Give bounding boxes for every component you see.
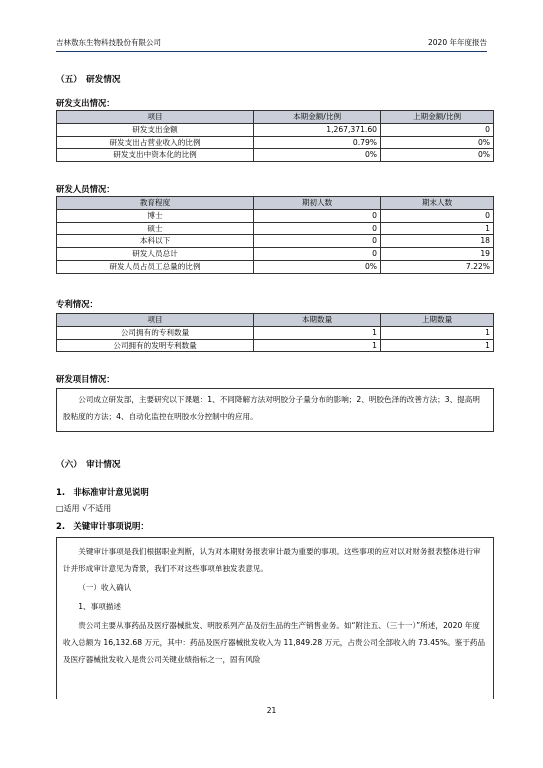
cell: 0% [381, 149, 494, 162]
patents-table [56, 313, 494, 352]
table-row [57, 248, 494, 261]
cell: 1,267,371.60 [254, 123, 381, 136]
projects-box [56, 388, 494, 432]
key-audit-intro: 关键审计事项是我们根据职业判断，认为对本期财务报表审计最为重要的事项。这些事项的应对以对财务报表整体进行审计并形成审计意见为背景，我们不对这些事项单独发表意见。 [63, 547, 481, 573]
cell: 本科以下 [57, 235, 254, 248]
key-audit-matters-title: 2. 关键审计事项说明： [56, 521, 149, 531]
table-row [57, 123, 494, 136]
cell: 1 [254, 326, 381, 339]
cell: 1 [381, 326, 494, 339]
page-header [56, 37, 487, 52]
table-row [57, 222, 494, 235]
table-row [57, 136, 494, 149]
projects-title: 研发项目情况： [56, 374, 115, 384]
projects-text: 公司成立研发部，主要研究以下课题：1、不同降解方法对明胶分子量分布的影响；2、明胶色泽的改善方法；3、提高明胶粘度的方法；4、自动化监控在明胶水分控制中的应用。 [63, 395, 480, 421]
rd-staff-table [56, 196, 494, 274]
col-header: 上期数量 [381, 314, 494, 327]
rd-expense-table [56, 110, 494, 162]
page-number: 21 [266, 706, 277, 715]
cell: 研发人员占员工总量的比例 [57, 260, 254, 273]
cell: 0 [254, 235, 381, 248]
cell: 研发支出金额 [57, 123, 254, 136]
cell: 硕士 [57, 222, 254, 235]
non-standard-opinion-title: 1. 非标准审计意见说明 [56, 487, 149, 497]
cell: 公司拥有的发明专利数量 [57, 339, 254, 352]
key-audit-matters-box [56, 537, 494, 699]
cell: 18 [381, 235, 494, 248]
table-row [57, 209, 494, 222]
table-row [57, 235, 494, 248]
cell: 0% [254, 260, 381, 273]
col-header: 本期数量 [254, 314, 381, 327]
cell: 19 [381, 248, 494, 261]
cell: 0 [381, 123, 494, 136]
report-title: 2020 年年度报告 [428, 38, 487, 47]
col-header: 教育程度 [57, 197, 254, 210]
company-name: 吉林敖东生物科技股份有限公司 [56, 38, 161, 47]
non-standard-opinion-choice: □适用 √不适用 [56, 504, 112, 513]
cell: 0 [254, 248, 381, 261]
cell: 0 [381, 209, 494, 222]
table-row [57, 260, 494, 273]
table-header-row [57, 197, 494, 210]
cell: 7.22% [381, 260, 494, 273]
col-header: 项目 [57, 111, 254, 124]
matter-description-heading: 1、事项描述 [78, 602, 121, 611]
cell: 1 [381, 222, 494, 235]
cell: 研发支出占营业收入的比例 [57, 136, 254, 149]
cell: 0 [254, 222, 381, 235]
cell: 博士 [57, 209, 254, 222]
rd-expense-title: 研发支出情况： [56, 98, 115, 108]
section-title-rd: （五） 研发情况 [56, 75, 121, 85]
col-header: 期末人数 [381, 197, 494, 210]
table-row [57, 326, 494, 339]
table-row [57, 339, 494, 352]
cell: 研发人员总计 [57, 248, 254, 261]
col-header: 上期金额/比例 [381, 111, 494, 124]
cell: 0 [254, 209, 381, 222]
revenue-recognition-heading: （一）收入确认 [78, 583, 132, 592]
cell: 公司拥有的专利数量 [57, 326, 254, 339]
cell: 0.79% [254, 136, 381, 149]
cell: 0% [381, 136, 494, 149]
cell: 1 [254, 339, 381, 352]
table-header-row [57, 314, 494, 327]
table-header-row [57, 111, 494, 124]
table-row [57, 149, 494, 162]
col-header: 本期金额/比例 [254, 111, 381, 124]
cell: 0% [254, 149, 381, 162]
col-header: 项目 [57, 314, 254, 327]
rd-staff-title: 研发人员情况： [56, 184, 115, 194]
section-title-audit: （六） 审计情况 [56, 460, 121, 470]
patents-title: 专利情况： [56, 299, 98, 309]
col-header: 期初人数 [254, 197, 381, 210]
matter-description-body: 贵公司主要从事药品及医疗器械批发、明胶系列产品及衍生品的生产销售业务。如“附注五、（三十一）”所述，2020 年度收入总额为 16,132.68 万元，其中：药品及医疗器械批发收入为 11,849.28 万元，占贵公司全部收入的 73.45%。鉴于药品及医疗器械批发收入是贵公司关键业绩指标之一，固有风险 [63, 621, 486, 664]
cell: 研发支出中资本化的比例 [57, 149, 254, 162]
cell: 1 [381, 339, 494, 352]
